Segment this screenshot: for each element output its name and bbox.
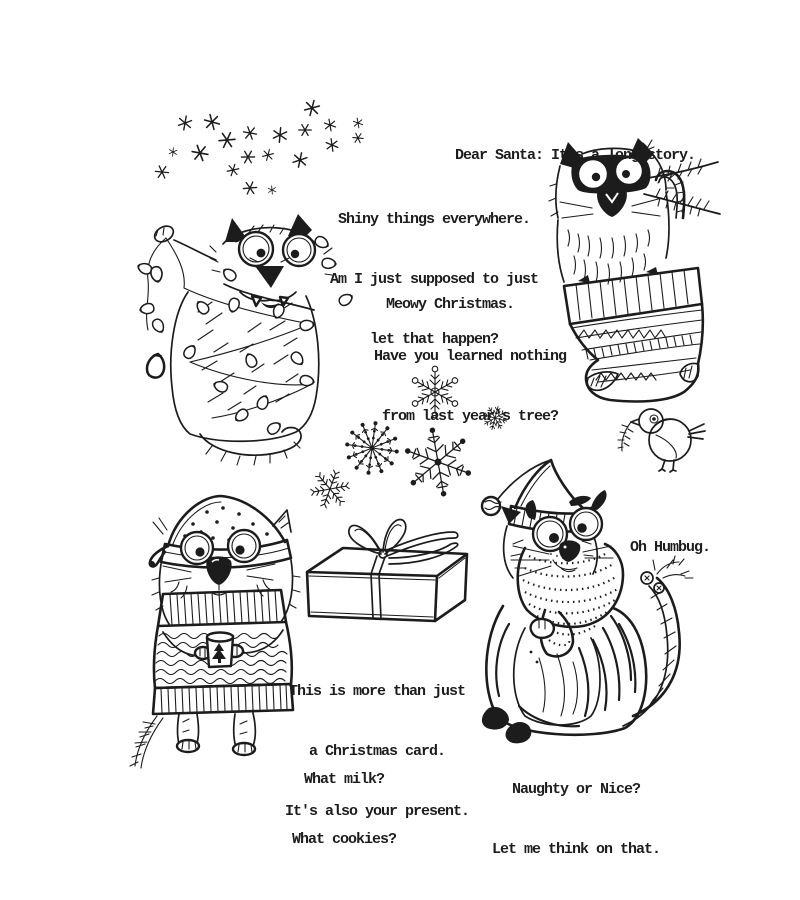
phrase-line: Shiny things everywhere. xyxy=(337,211,531,228)
phrase-line: What milk? xyxy=(303,771,384,788)
phrase-line: Oh Humbug. xyxy=(629,539,710,556)
santa-cat-body xyxy=(486,606,646,735)
santa-hat-cat-illustration xyxy=(473,448,703,748)
ribbon xyxy=(349,520,458,619)
phrase-line: Dear Santa: It's a long story. xyxy=(454,147,696,164)
phrase-line: It's also your present. xyxy=(284,803,470,820)
parcel-box xyxy=(307,548,467,621)
phrase-line: let that happen? xyxy=(369,331,499,348)
phrase-line: Meowy Christmas. xyxy=(385,296,515,313)
phrase-line: from last year's tree? xyxy=(381,408,559,425)
phrase-line: Am I just supposed to just xyxy=(329,271,539,288)
light-string xyxy=(147,238,312,418)
phrase-line: Let me think on that. xyxy=(491,841,661,858)
phrase-line: This is more than just xyxy=(288,683,466,700)
phrase-naughty-or-nice xyxy=(456,740,696,900)
snowflake-sketchy xyxy=(306,465,354,513)
phrase-line: a Christmas card. xyxy=(308,743,446,760)
phrase-line: Naughty or Nice? xyxy=(511,781,641,798)
phrase-oh-humbug xyxy=(550,498,790,598)
sweater-cat-head xyxy=(152,510,300,624)
phrase-line: What cookies? xyxy=(291,831,397,848)
phrase-line: Have you learned nothing xyxy=(373,348,567,365)
pine-sprig xyxy=(618,422,633,451)
phrase-what-milk xyxy=(224,730,464,890)
cat-face xyxy=(224,232,315,310)
wrapped-present-illustration xyxy=(293,510,483,635)
phrase-learned-nothing xyxy=(350,307,590,467)
mug-with-tree xyxy=(207,633,233,668)
